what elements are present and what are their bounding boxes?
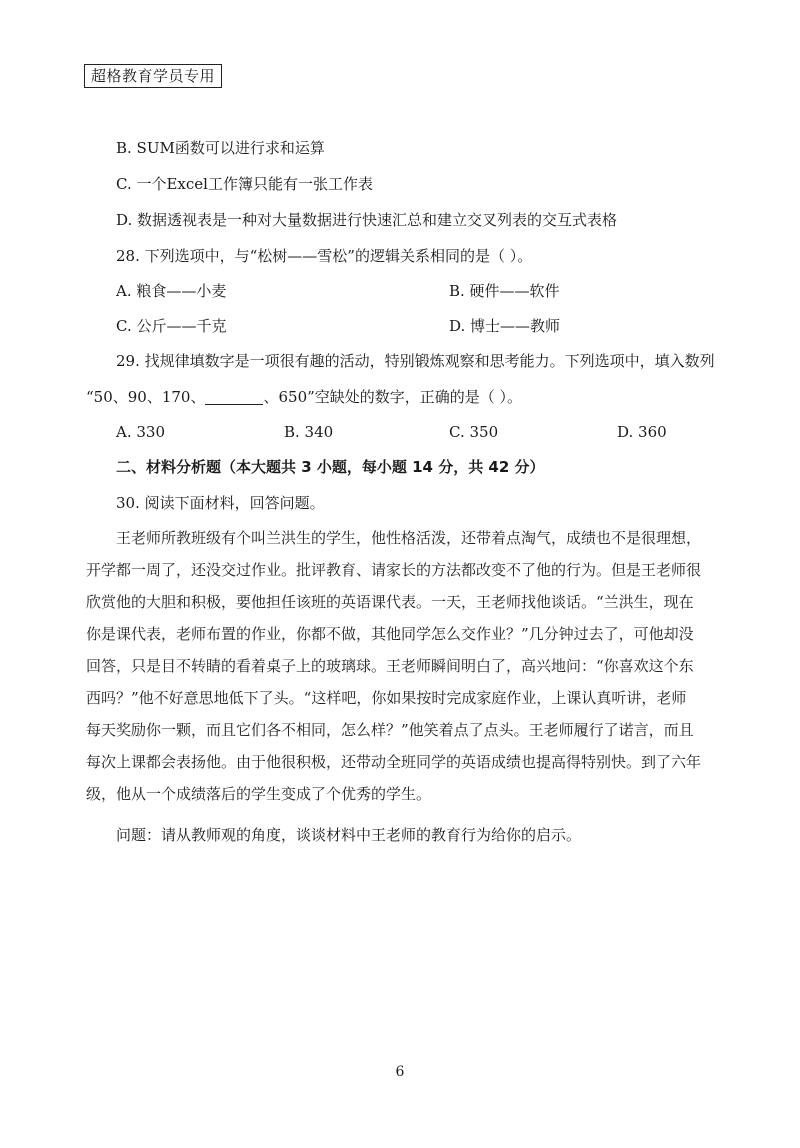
answer-blank	[205, 404, 263, 405]
material-line: 你是课代表，老师布置的作业，你都不做，其他同学怎么交作业？”几分钟过去了，可他却没	[86, 625, 694, 643]
q28-option-a: A. 粮食——小麦	[116, 282, 227, 300]
q30-stem: 30. 阅读下面材料，回答问题。	[116, 494, 325, 512]
q29-option-c: C. 350	[449, 423, 499, 441]
section-heading: 二、材料分析题（本大题共 3 小题，每小题 14 分，共 42 分）	[116, 458, 545, 476]
page-number: 6	[395, 1064, 405, 1080]
material-line: 每次上课都会表扬他。由于他很积极，还带动全班同学的英语成绩也提高得特别快。到了六年	[86, 753, 702, 771]
material-line: 级，他从一个成绩落后的学生变成了个优秀的学生。	[86, 785, 432, 803]
q28-option-d: D. 博士——教师	[449, 317, 561, 335]
material-line: 每天奖励你一颗，而且它们各不相同，怎么样？”他笑着点了点头。王老师履行了诺言，而且	[86, 721, 694, 739]
q29-stem-line2	[86, 386, 522, 408]
q29-option-d: D. 360	[617, 423, 667, 441]
q28-stem: 28. 下列选项中，与“松树——雪松”的逻辑关系相同的是（ ）。	[116, 247, 533, 265]
material-line: 王老师所教班级有个叫兰洪生的学生，他性格活泼，还带着点淘气，成绩也不是很理想，	[116, 529, 702, 547]
material-line: 欣赏他的大胆和积极，要他担任该班的英语课代表。一天，王老师找他谈话。“兰洪生，现在	[86, 593, 694, 611]
material-line: 回答，只是目不转睛的看着桌子上的玻璃球。王老师瞬间明白了，高兴地问：“你喜欢这个东	[86, 657, 694, 675]
q28-option-b: B. 硬件——软件	[449, 282, 560, 300]
q27-option-c: C. 一个Excel工作簿只能有一张工作表	[116, 175, 373, 193]
q30-material	[86, 522, 706, 810]
material-line: 西吗？”他不好意思地低下了头。“这样吧，你如果按时完成家庭作业，上课认真听讲，老师	[86, 689, 687, 707]
watermark-stamp: 超格教育学员专用	[84, 64, 222, 88]
q29-option-b: B. 340	[284, 423, 334, 441]
q29-option-a: A. 330	[116, 423, 165, 441]
q27-option-d: D. 数据透视表是一种对大量数据进行快速汇总和建立交叉列表的交互式表格	[116, 211, 618, 229]
q29-stem-line1: 29. 找规律填数字是一项很有趣的活动，特别锻炼观察和思考能力。下列选项中，填入数列	[116, 352, 715, 370]
q30-question: 问题：请从教师观的角度，谈谈材料中王老师的教育行为给你的启示。	[116, 826, 582, 844]
q28-option-c: C. 公斤——千克	[116, 317, 227, 335]
q27-option-b: B. SUM函数可以进行求和运算	[116, 139, 325, 157]
q29-sequence-start: “50、90、170、	[86, 388, 206, 406]
material-line: 开学都一周了，还没交过作业。批评教育、请家长的方法都改变不了他的行为。但是王老师很	[86, 561, 702, 579]
q29-sequence-end: 、650”空缺处的数字，正确的是（ ）。	[263, 388, 523, 406]
